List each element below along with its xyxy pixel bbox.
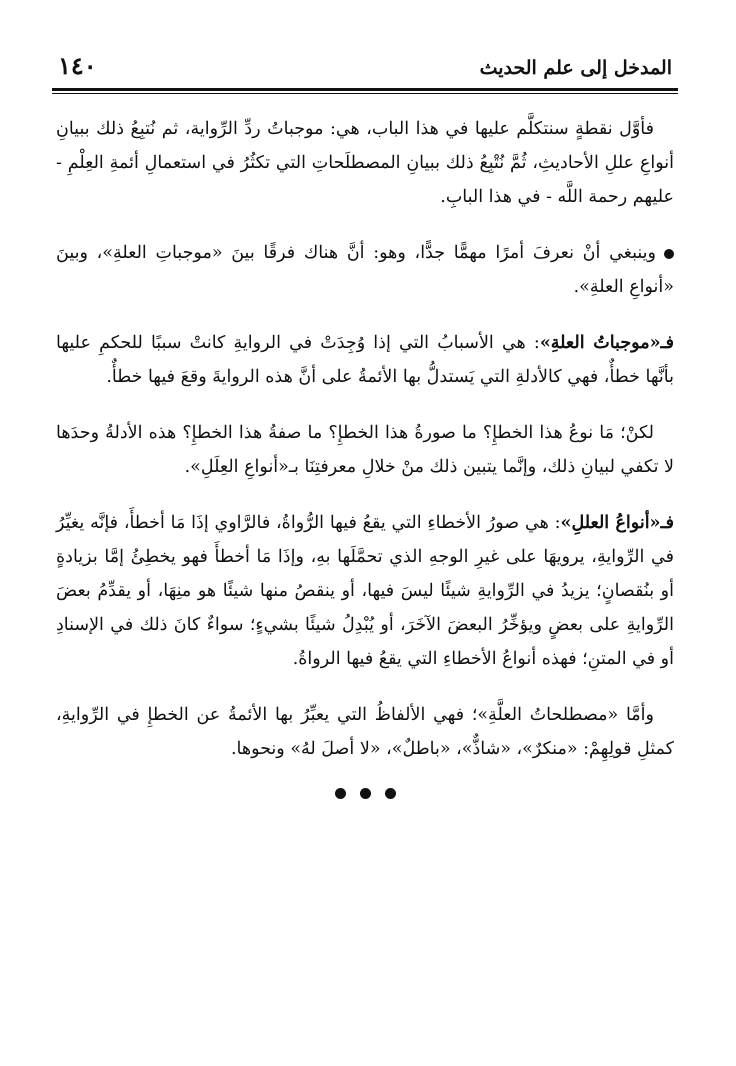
end-dot-icon (335, 788, 346, 799)
term-label: فـ«موجباتُ العلةِ» (539, 333, 674, 353)
paragraph-mujibat-definition (52, 326, 678, 394)
end-dot-icon (360, 788, 371, 799)
paragraph-intro (52, 112, 678, 214)
body-text (52, 112, 678, 799)
paragraph-bullet-note (52, 236, 678, 304)
paragraph-text: لكنْ؛ مَا نوعُ هذا الخطإِ؟ ما صورةُ هذا الخطإِ؟ ما صفةُ هذا الخطإِ؟ هذه الأدلةُ وحدَها لا تكفي لبيانِ ذلك، وإنَّما يتبين ذلك منْ خلالِ معرفتِنَا بـ«أنواعِ العِلَلِ». (56, 423, 674, 477)
paragraph-text: فأوَّل نقطةٍ سنتكلَّم عليها في هذا الباب، هي: موجباتُ ردِّ الرِّواية، ثم نُتبِعُ ذلك ببيانِ أنواعِ عللِ الأحاديثِ، ثُمَّ نُتْبِعُ ذلك ببيانِ المصطلَحاتِ التي تكثُرُ في استعمالِ أئمةِ العِلْمِ - عليهم رحمة اللَّه - في هذا البابِ. (56, 119, 674, 207)
bullet-icon (664, 249, 674, 259)
running-title: المدخل إلى علم الحديث (479, 57, 672, 79)
section-end-ornament (52, 788, 678, 799)
page-number: ١٤٠ (58, 51, 97, 80)
paragraph-mustalahat (52, 698, 678, 766)
header-rule-thin (52, 93, 678, 94)
paragraph-text: : هي صورُ الأخطاءِ التي يقعُ فيها الرُّواةُ، فالرَّاوي إذَا مَا أخطأَ، فإنَّه يغيِّرُ في الرِّوايةِ، يرويهَا على غيرِ الوجهِ الذي تحمَّلَها بهِ، وإذَا مَا أخطأَ فهو يخطِئُ إمَّا بزيادةٍ أو بنُقصانٍ؛ يزيدُ في الرِّوايةِ شيئًا ليسَ فيها، أو ينقصُ منها شيئًا هو منِهَا، أو يقدِّمُ بعضَ الرِّوايةِ على بعضٍ ويؤخِّرُ البعضَ الآخَرَ، أو يُبْدِلُ شيئًا بشيءٍ؛ سواءٌ كانَ ذلك في الإسنادِ أو في المتنِ؛ فهذه أنواعُ الأخطاءِ التي يقعُ فيها الرواةُ. (56, 513, 674, 669)
paragraph-text: وينبغي أنْ نعرفَ أمرًا مهمًّا جدًّا، وهو: أنَّ هناك فرقًا بينَ «موجباتِ العلةِ»، وبينَ «أنواعِ العلةِ». (56, 243, 674, 297)
paragraph-anwa-definition (52, 506, 678, 676)
paragraph-text: وأمَّا «مصطلحاتُ العلَّةِ»؛ فهي الألفاظُ التي يعبِّرُ بها الأئمةُ عن الخطإِ في الرِّوايةِ، كمثلِ قولِهِمْ: «منكرٌ»، «شاذٌّ»، «باطلٌ»، «لا أصلَ لهُ» ونحوها. (56, 705, 674, 759)
paragraph-question (52, 416, 678, 484)
end-dot-icon (385, 788, 396, 799)
paragraph-text: : هي الأسبابُ التي إذا وُجِدَتْ في الروايةِ كانتْ سببًا للحكمِ عليها بأنَّها خطأٌ، فهي كالأدلةِ التي يَستدلُّ بها الأئمةُ على أنَّ هذه الروايةَ وقعَ فيها خطأٌ. (56, 333, 674, 387)
book-page (52, 40, 678, 799)
page-header (52, 40, 678, 82)
header-rule-thick (52, 88, 678, 91)
term-label: فـ«أنواعُ العللِ» (560, 513, 674, 533)
